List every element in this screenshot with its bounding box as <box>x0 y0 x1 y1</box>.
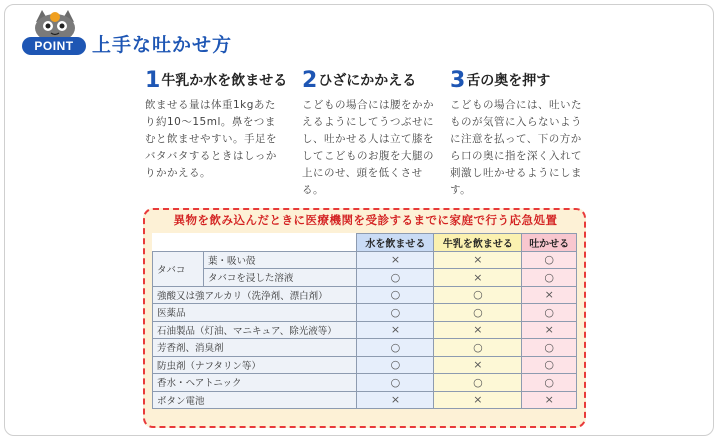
mark-cell: × <box>357 391 434 409</box>
step-1 <box>145 68 288 182</box>
table-row <box>153 321 577 339</box>
table-row <box>153 251 577 269</box>
step-3-heading: 3舌の奥を押す <box>450 68 551 93</box>
first-aid-table <box>152 233 577 409</box>
step-1-heading: 1牛乳か水を飲ませる <box>145 68 288 93</box>
mark-cell: ○ <box>522 339 577 357</box>
mark-cell: ○ <box>357 286 434 304</box>
mark-cell: × <box>434 391 522 409</box>
row-name: 葉・吸い殻 <box>204 251 357 269</box>
row-name: タバコを浸した溶液 <box>204 269 357 287</box>
mark-cell: ○ <box>522 251 577 269</box>
row-name: ボタン電池 <box>153 391 357 409</box>
table-header-row <box>153 234 577 252</box>
mark-cell: × <box>522 286 577 304</box>
mark-cell: × <box>434 321 522 339</box>
row-name: 強酸又は強アルカリ（洗浄剤、漂白剤） <box>153 286 357 304</box>
mark-cell: ○ <box>434 339 522 357</box>
mark-cell: ○ <box>357 339 434 357</box>
page-title: 上手な吐かせ方 <box>92 34 233 56</box>
header-water: 水を飲ませる <box>357 234 434 252</box>
mark-cell: ○ <box>357 269 434 287</box>
table-row <box>153 269 577 287</box>
table-row <box>153 391 577 409</box>
row-name: 防虫剤（ナフタリン等） <box>153 356 357 374</box>
mark-cell: ○ <box>357 304 434 322</box>
mark-cell: ○ <box>357 374 434 392</box>
mark-cell: × <box>357 321 434 339</box>
mark-cell: ○ <box>522 304 577 322</box>
step-3-body: こどもの場合には、吐いたものが気管に入らないように注意を払って、下の方から口の奥に指を深く入れて刺激し吐かせるようにします。 <box>450 99 582 196</box>
table-corner <box>153 234 357 252</box>
group-cell: タバコ <box>153 251 204 286</box>
step-3 <box>450 68 590 199</box>
mark-cell: ○ <box>522 356 577 374</box>
table-row <box>153 304 577 322</box>
mark-cell: × <box>434 269 522 287</box>
header-vomit: 吐かせる <box>522 234 577 252</box>
first-aid-title: 異物を飲み込んだときに医療機関を受診するまでに家庭で行う応急処置 <box>173 213 558 227</box>
step-2-body: こどもの場合には腰をかかえるようにしてうつぶせにし、吐かせる人は立て膝をしてこどものお腹を大腿の上にのせ、頭を低くさせる。 <box>302 99 434 196</box>
mark-cell: × <box>434 251 522 269</box>
row-name: 石油製品（灯油、マニキュア、除光液等） <box>153 321 357 339</box>
mark-cell: × <box>357 251 434 269</box>
mark-cell: ○ <box>522 374 577 392</box>
mark-cell: × <box>522 391 577 409</box>
mark-cell: ○ <box>434 374 522 392</box>
mark-cell: ○ <box>434 304 522 322</box>
table-row <box>153 286 577 304</box>
mark-cell: × <box>522 321 577 339</box>
step-2-heading: 2ひざにかかえる <box>302 68 417 93</box>
mark-cell: ○ <box>357 356 434 374</box>
row-name: 芳香剤、消臭剤 <box>153 339 357 357</box>
mark-cell: × <box>434 356 522 374</box>
header-milk: 牛乳を飲ませる <box>434 234 522 252</box>
row-name: 香水・ヘアトニック <box>153 374 357 392</box>
mark-cell: ○ <box>434 286 522 304</box>
table-row <box>153 356 577 374</box>
step-1-body: 飲ませる量は体重1kgあたり約10～15ml。鼻をつまむと飲ませやすい。手足をバタバタするときはしっかりかかえる。 <box>145 99 277 179</box>
row-name: 医薬品 <box>153 304 357 322</box>
mark-cell: ○ <box>522 269 577 287</box>
table-row <box>153 339 577 357</box>
point-badge: POINT <box>22 37 86 55</box>
table-row <box>153 374 577 392</box>
step-2 <box>302 68 442 199</box>
